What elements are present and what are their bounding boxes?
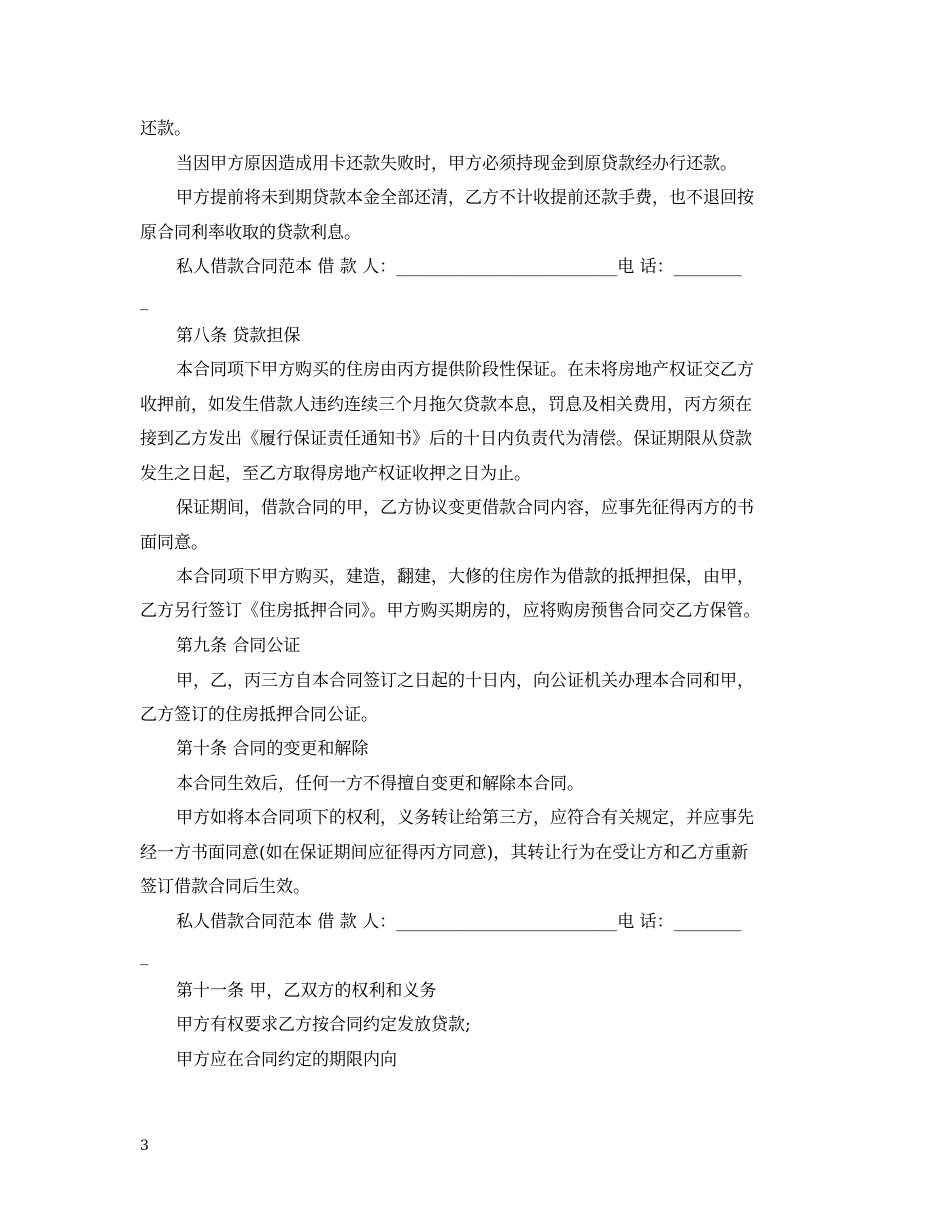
article-heading: 第九条 合同公证 (176, 636, 301, 656)
paragraph-line: 保证期间，借款合同的甲，乙方协议变更借款合同内容，应事先征得丙方的书 (176, 498, 754, 518)
paragraph-line: 发生之日起，至乙方取得房地产权证收押之日为止。 (140, 464, 531, 484)
article-heading: 第八条 贷款担保 (176, 326, 301, 346)
paragraph-line: 原合同利率收取的贷款利息。 (140, 223, 361, 243)
signature-line-continuation: _ (140, 291, 149, 311)
article-heading: 第十一条 甲，乙双方的权利和义务 (176, 981, 437, 1001)
paragraph-line: 签订借款合同后生效。 (140, 877, 310, 897)
paragraph-line: 甲，乙，丙三方自本合同签订之日起的十日内，向公证机关办理本合同和甲， (176, 671, 754, 691)
paragraph-line: 面同意。 (140, 533, 208, 553)
paragraph-line: 乙方签订的住房抵押合同公证。 (140, 705, 378, 725)
paragraph-line: 甲方提前将未到期贷款本金全部还清，乙方不计收提前还款手费，也不退回按 (176, 188, 754, 208)
signature-line: 私人借款合同范本 借 款 人：__________________________电 话：________ (176, 257, 742, 277)
paragraph-line: 本合同生效后，任何一方不得擅自变更和解除本合同。 (176, 774, 584, 794)
paragraph-line: 甲方如将本合同项下的权利，义务转让给第三方，应符合有关规定，并应事先 (176, 808, 754, 828)
paragraph-line: 甲方有权要求乙方按合同约定发放贷款; (176, 1015, 471, 1035)
paragraph-line: 还款。 (140, 119, 191, 139)
signature-line-continuation: _ (140, 946, 149, 966)
page-number: 3 (140, 1138, 149, 1154)
paragraph-line: 当因甲方原因造成用卡还款失败时，甲方必须持现金到原贷款经办行还款。 (176, 154, 737, 174)
paragraph-line: 乙方另行签订《住房抵押合同》。甲方购买期房的，应将购房预售合同交乙方保管。 (140, 601, 761, 621)
article-heading: 第十条 合同的变更和解除 (176, 739, 369, 759)
paragraph-line: 收押前，如发生借款人违约连续三个月拖欠贷款本息，罚息及相关费用，丙方须在 (140, 395, 752, 415)
paragraph-line: 甲方应在合同约定的期限内向 (176, 1050, 397, 1070)
signature-line: 私人借款合同范本 借 款 人：__________________________电 话：________ (176, 912, 742, 932)
paragraph-line: 接到乙方发出《履行保证责任通知书》后的十日内负责代为清偿。保证期限从贷款 (140, 429, 752, 449)
paragraph-line: 经一方书面同意(如在保证期间应征得丙方同意)，其转让行为在受让方和乙方重新 (140, 843, 749, 863)
paragraph-line: 本合同项下甲方购买，建造，翻建，大修的住房作为借款的抵押担保，由甲， (176, 567, 754, 587)
paragraph-line: 本合同项下甲方购买的住房由丙方提供阶段性保证。在未将房地产权证交乙方 (176, 360, 754, 380)
